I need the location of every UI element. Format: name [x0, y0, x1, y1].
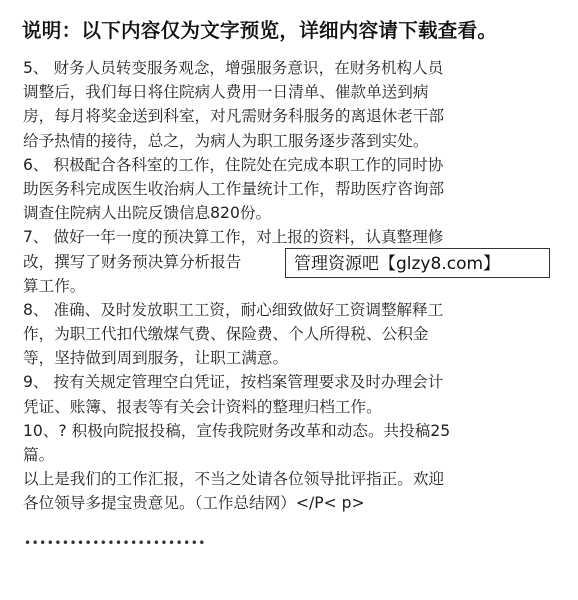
body-line-7: 调查住院病人出院反馈信息820份。 [23, 204, 272, 223]
body-line-14: 9、 按有关规定管理空白凭证，按档案管理要求及时办理会计 [23, 373, 444, 392]
body-line-6: 助医务科完成医生收治病人工作量统计工作，帮助医疗咨询部 [23, 179, 445, 198]
document-body [23, 56, 553, 516]
body-line-19: 各位领导多提宝贵意见。（工作总结网）</P< p> [23, 494, 365, 513]
truncation-dots: •••••••••••••••••••••••• [24, 536, 206, 550]
body-line-9: 改，撰写了财务预决算分析报告 [23, 252, 242, 271]
body-line-3: 房，每月将奖金送到科室，对凡需财务科服务的离退休老干部 [23, 107, 445, 126]
body-line-17: 篇。 [23, 446, 55, 464]
body-line-16: 10、? 积极向院报投稿，宣传我院财务改革和动态。共投稿25 [23, 421, 451, 440]
body-line-18: 以上是我们的工作汇报，不当之处请各位领导批评指正。欢迎 [23, 470, 445, 489]
body-line-4: 给予热情的接待，总之，为病人为职工服务逐步落到实处。 [23, 131, 429, 150]
body-line-2: 调整后，我们每日将住院病人费用一日清单、催款单送到病 [23, 83, 429, 102]
body-line-10: 算工作。 [23, 276, 86, 295]
body-line-1: 5、 财务人员转变服务观念，增强服务意识，在财务机构人员 [23, 59, 444, 77]
body-line-13: 等，坚持做到周到服务，让职工满意。 [23, 349, 289, 368]
body-line-11: 8、 准确、及时发放职工工资，耐心细致做好工资调整解释工 [23, 300, 444, 319]
body-line-15: 凭证、账簿、报表等有关会计资料的整理归档工作。 [23, 397, 382, 416]
body-line-5: 6、 积极配合各科室的工作，住院处在完成本职工作的同时协 [23, 155, 444, 174]
watermark-banner: 管理资源吧【glzy8.com】 [285, 248, 550, 278]
body-line-8: 7、 做好一年一度的预决算工作，对上报的资料，认真整理修 [23, 228, 444, 247]
preview-notice: 说明：以下内容仅为文字预览，详细内容请下载查看。 [22, 19, 498, 42]
body-line-12: 作，为职工代扣代缴煤气费、保险费、个人所得税、公积金 [23, 325, 429, 344]
